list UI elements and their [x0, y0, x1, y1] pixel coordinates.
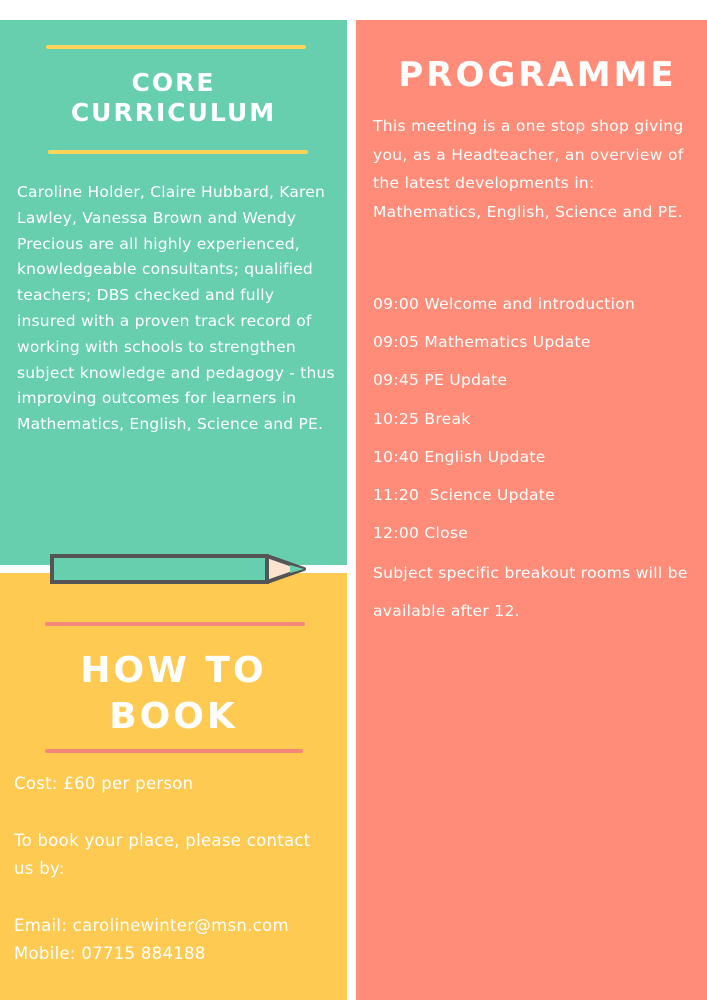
pencil-icon — [50, 552, 308, 588]
schedule-item: 10:40 English Update — [373, 447, 546, 466]
schedule-item: 11:20 Science Update — [373, 486, 555, 505]
programme-title: PROGRAMME — [398, 55, 677, 95]
booking-email[interactable]: Email: carolinewinter@msn.com — [14, 916, 289, 935]
schedule-item: 10:25 Break — [373, 409, 471, 428]
core-title-top-rule — [46, 45, 306, 49]
booking-contact-instructions: To book your place, please contact us by: — [14, 831, 311, 878]
core-curriculum-description: Caroline Holder, Claire Hubbard, Karen Lawley, Vanessa Brown and Wendy Precious are all highly experienced, knowledgeable consultants; qualified teachers; DBS checked and fully insured with a proven track record of working with schools to strengthen subject knowledge and pedagogy - thus improving outcomes for learners in Mathematics, English, Science and PE. — [17, 183, 335, 434]
schedule-item: 09:45 PE Update — [373, 371, 508, 390]
booking-cost: Cost: £60 per person — [14, 774, 194, 793]
programme-schedule — [373, 285, 703, 552]
breakout-note: Subject specific breakout rooms will be available after 12. — [373, 564, 688, 621]
schedule-item: 09:05 Mathematics Update — [373, 333, 591, 352]
book-title-top-rule — [45, 622, 305, 626]
core-title-bottom-rule — [48, 150, 308, 154]
how-to-book-title: HOW TO BOOK — [80, 650, 267, 737]
book-title-bottom-rule — [45, 749, 303, 753]
booking-mobile[interactable]: Mobile: 07715 884188 — [14, 944, 206, 963]
pencil-body — [52, 556, 267, 582]
programme-intro: This meeting is a one stop shop giving you, as a Headteacher, an overview of the latest developments in: Mathematics, English, Science and PE. — [373, 117, 684, 221]
schedule-item: 12:00 Close — [373, 524, 469, 543]
core-curriculum-title: CORE CURRICULUM — [70, 68, 277, 127]
schedule-item: 09:00 Welcome and introduction — [373, 295, 636, 313]
